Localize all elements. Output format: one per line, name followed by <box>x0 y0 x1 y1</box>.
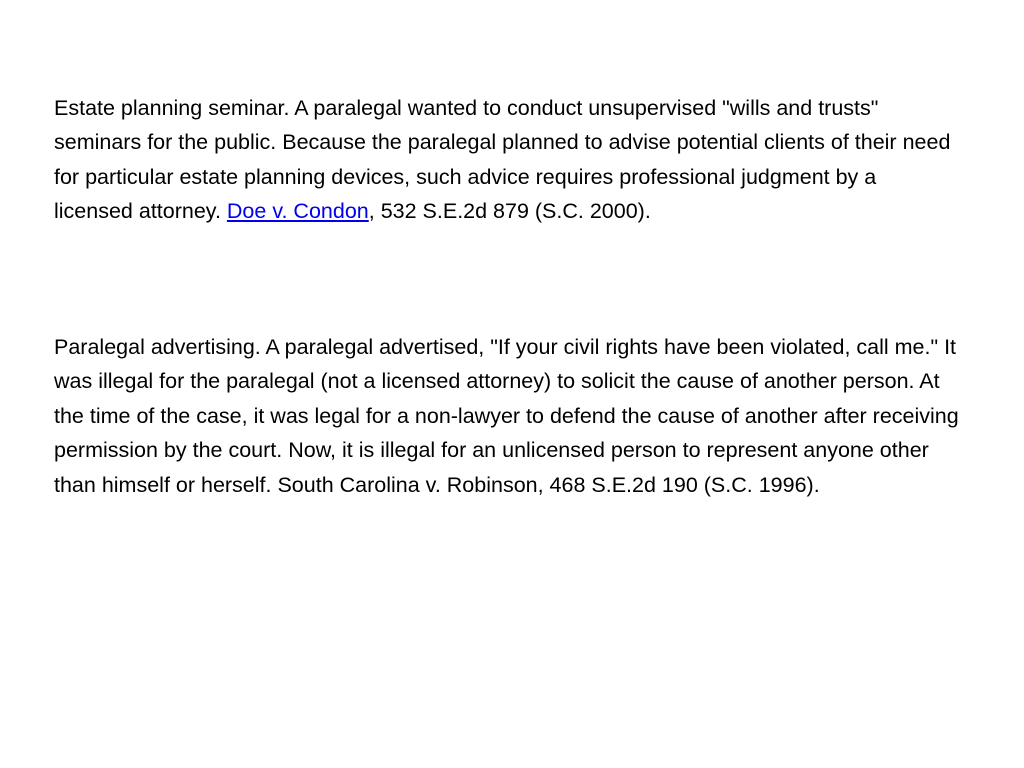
paragraph-paralegal-advertising <box>54 330 959 502</box>
paragraph-estate-planning-seminar <box>54 91 959 229</box>
paragraph-1-text-end: , 532 S.E.2d 879 (S.C. 2000). <box>368 199 651 224</box>
doe-v-condon-link[interactable]: Doe v. Condon <box>226 199 369 224</box>
paragraph-1-text-start: Estate planning seminar. A paralegal wanted to conduct unsupervised "wills and trusts" seminars for the public. Because the paralegal planned to advise potential clients of their need for particular estate planning devices, such advice requires professional judgment by a licensed attorney. <box>54 96 951 224</box>
paragraph-2-text: Paralegal advertising. A paralegal advertised, "If your civil rights have been violated, call me." It was illegal for the paralegal (not a licensed attorney) to solicit the cause of another person. At the time of the case, it was legal for a non-lawyer to defend the cause of another after receiving permission by the court. Now, it is illegal for an unlicensed person to represent anyone other than himself or herself. South Carolina v. Robinson, 468 S.E.2d 190 (S.C. 1996). <box>54 335 959 497</box>
